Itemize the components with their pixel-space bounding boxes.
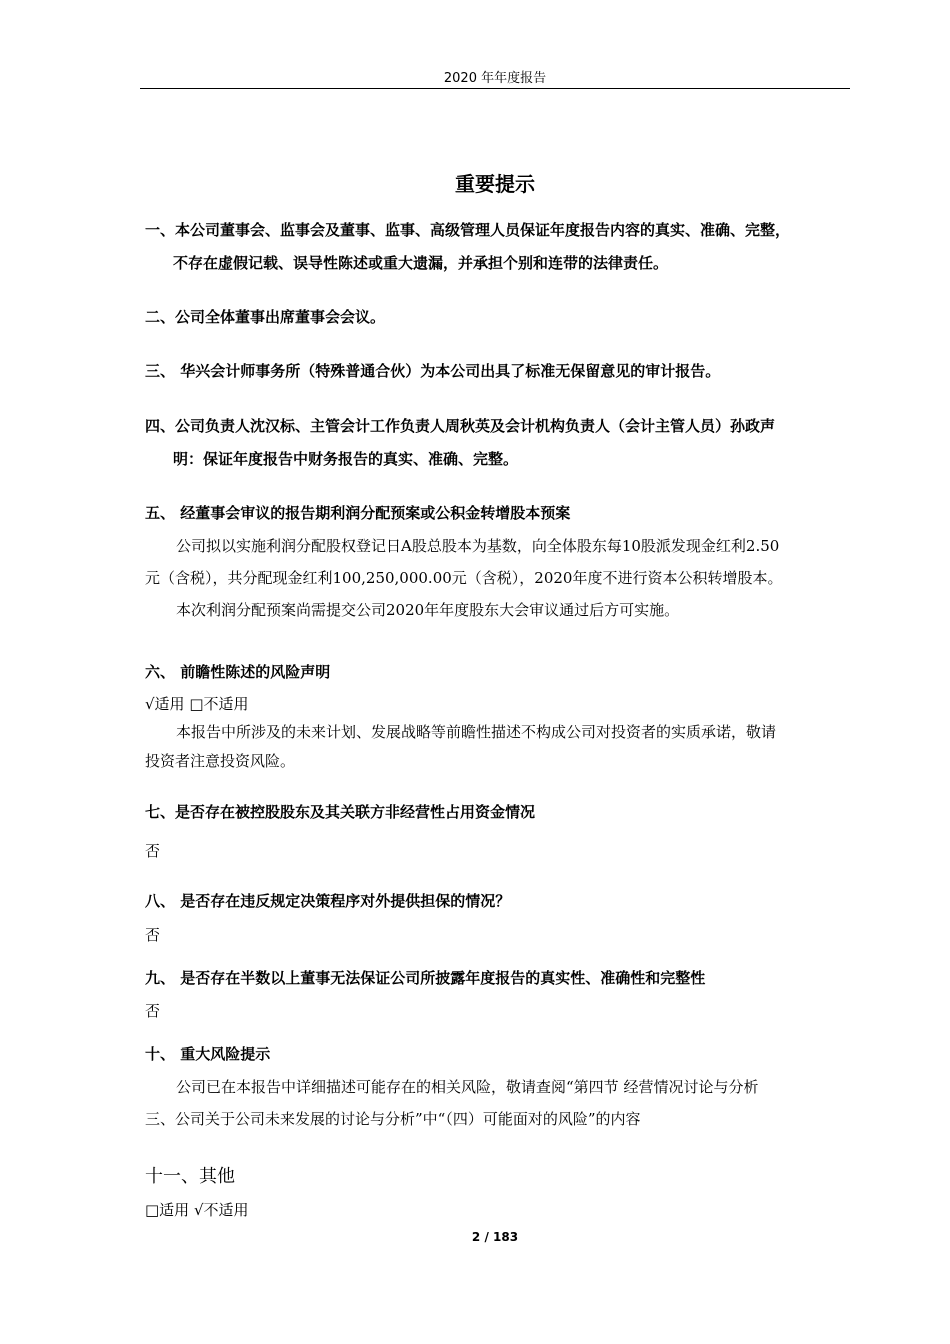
item-3: 三、 华兴会计师事务所（特殊普通合伙）为本公司出具了标准无保留意见的审计报告。 [145, 362, 721, 380]
item-7-heading: 七、是否存在被控股股东及其关联方非经营性占用资金情况 [145, 803, 536, 821]
item-8-answer: 否 [145, 926, 161, 944]
item-6-heading: 六、 前瞻性陈述的风险声明 [145, 663, 331, 681]
page-title: 重要提示 [455, 172, 535, 196]
item-4-line-2: 明：保证年度报告中财务报告的真实、准确、完整。 [173, 450, 519, 468]
item-6-options: √适用 □不适用 [145, 695, 249, 713]
item-5-paragraph-1-line-2: 元（含税），共分配现金红利100,250,000.00元（含税），2020年度不进行资本公积转增股本。 [145, 569, 783, 587]
item-10-paragraph-line-1: 公司已在本报告中详细描述可能存在的相关风险，敬请查阅“第四节 经营情况讨论与分析 [176, 1078, 759, 1096]
item-1-line-2: 不存在虚假记载、误导性陈述或重大遗漏，并承担个别和连带的法律责任。 [173, 254, 669, 272]
item-8-heading: 八、 是否存在违反规定决策程序对外提供担保的情况？ [145, 892, 511, 910]
item-2: 二、公司全体董事出席董事会会议。 [145, 308, 386, 326]
item-5-paragraph-2: 本次利润分配预案尚需提交公司2020年年度股东大会审议通过后方可实施。 [176, 601, 680, 619]
item-10-paragraph-line-2: 三、公司关于公司未来发展的讨论与分析”中“（四）可能面对的风险”的内容 [145, 1110, 641, 1128]
header-divider [140, 88, 850, 89]
item-10-heading: 十、 重大风险提示 [145, 1045, 271, 1063]
item-11-heading: 十一、其他 [145, 1166, 235, 1187]
item-6-paragraph-line-2: 投资者注意投资风险。 [145, 752, 296, 770]
item-7-answer: 否 [145, 842, 161, 860]
item-11-options: □适用 √不适用 [145, 1201, 249, 1219]
item-6-paragraph-line-1: 本报告中所涉及的未来计划、发展战略等前瞻性描述不构成公司对投资者的实质承诺，敬请 [176, 723, 777, 741]
item-9-answer: 否 [145, 1002, 161, 1020]
item-9-heading: 九、 是否存在半数以上董事无法保证公司所披露年度报告的真实性、准确性和完整性 [145, 969, 706, 987]
item-4-line-1: 四、公司负责人沈汉标、主管会计工作负责人周秋英及会计机构负责人（会计主管人员）孙政声 [145, 417, 776, 435]
page-number: 2 / 183 [471, 1230, 519, 1244]
item-5-heading: 五、 经董事会审议的报告期利润分配预案或公积金转增股本预案 [145, 504, 571, 522]
header-title: 2020 年年度报告 [443, 71, 547, 86]
item-5-paragraph-1-line-1: 公司拟以实施利润分配股权登记日A股总股本为基数，向全体股东每10股派发现金红利2.50 [176, 537, 780, 555]
item-1-line-1: 一、本公司董事会、监事会及董事、监事、高级管理人员保证年度报告内容的真实、准确、完整， [145, 221, 791, 239]
